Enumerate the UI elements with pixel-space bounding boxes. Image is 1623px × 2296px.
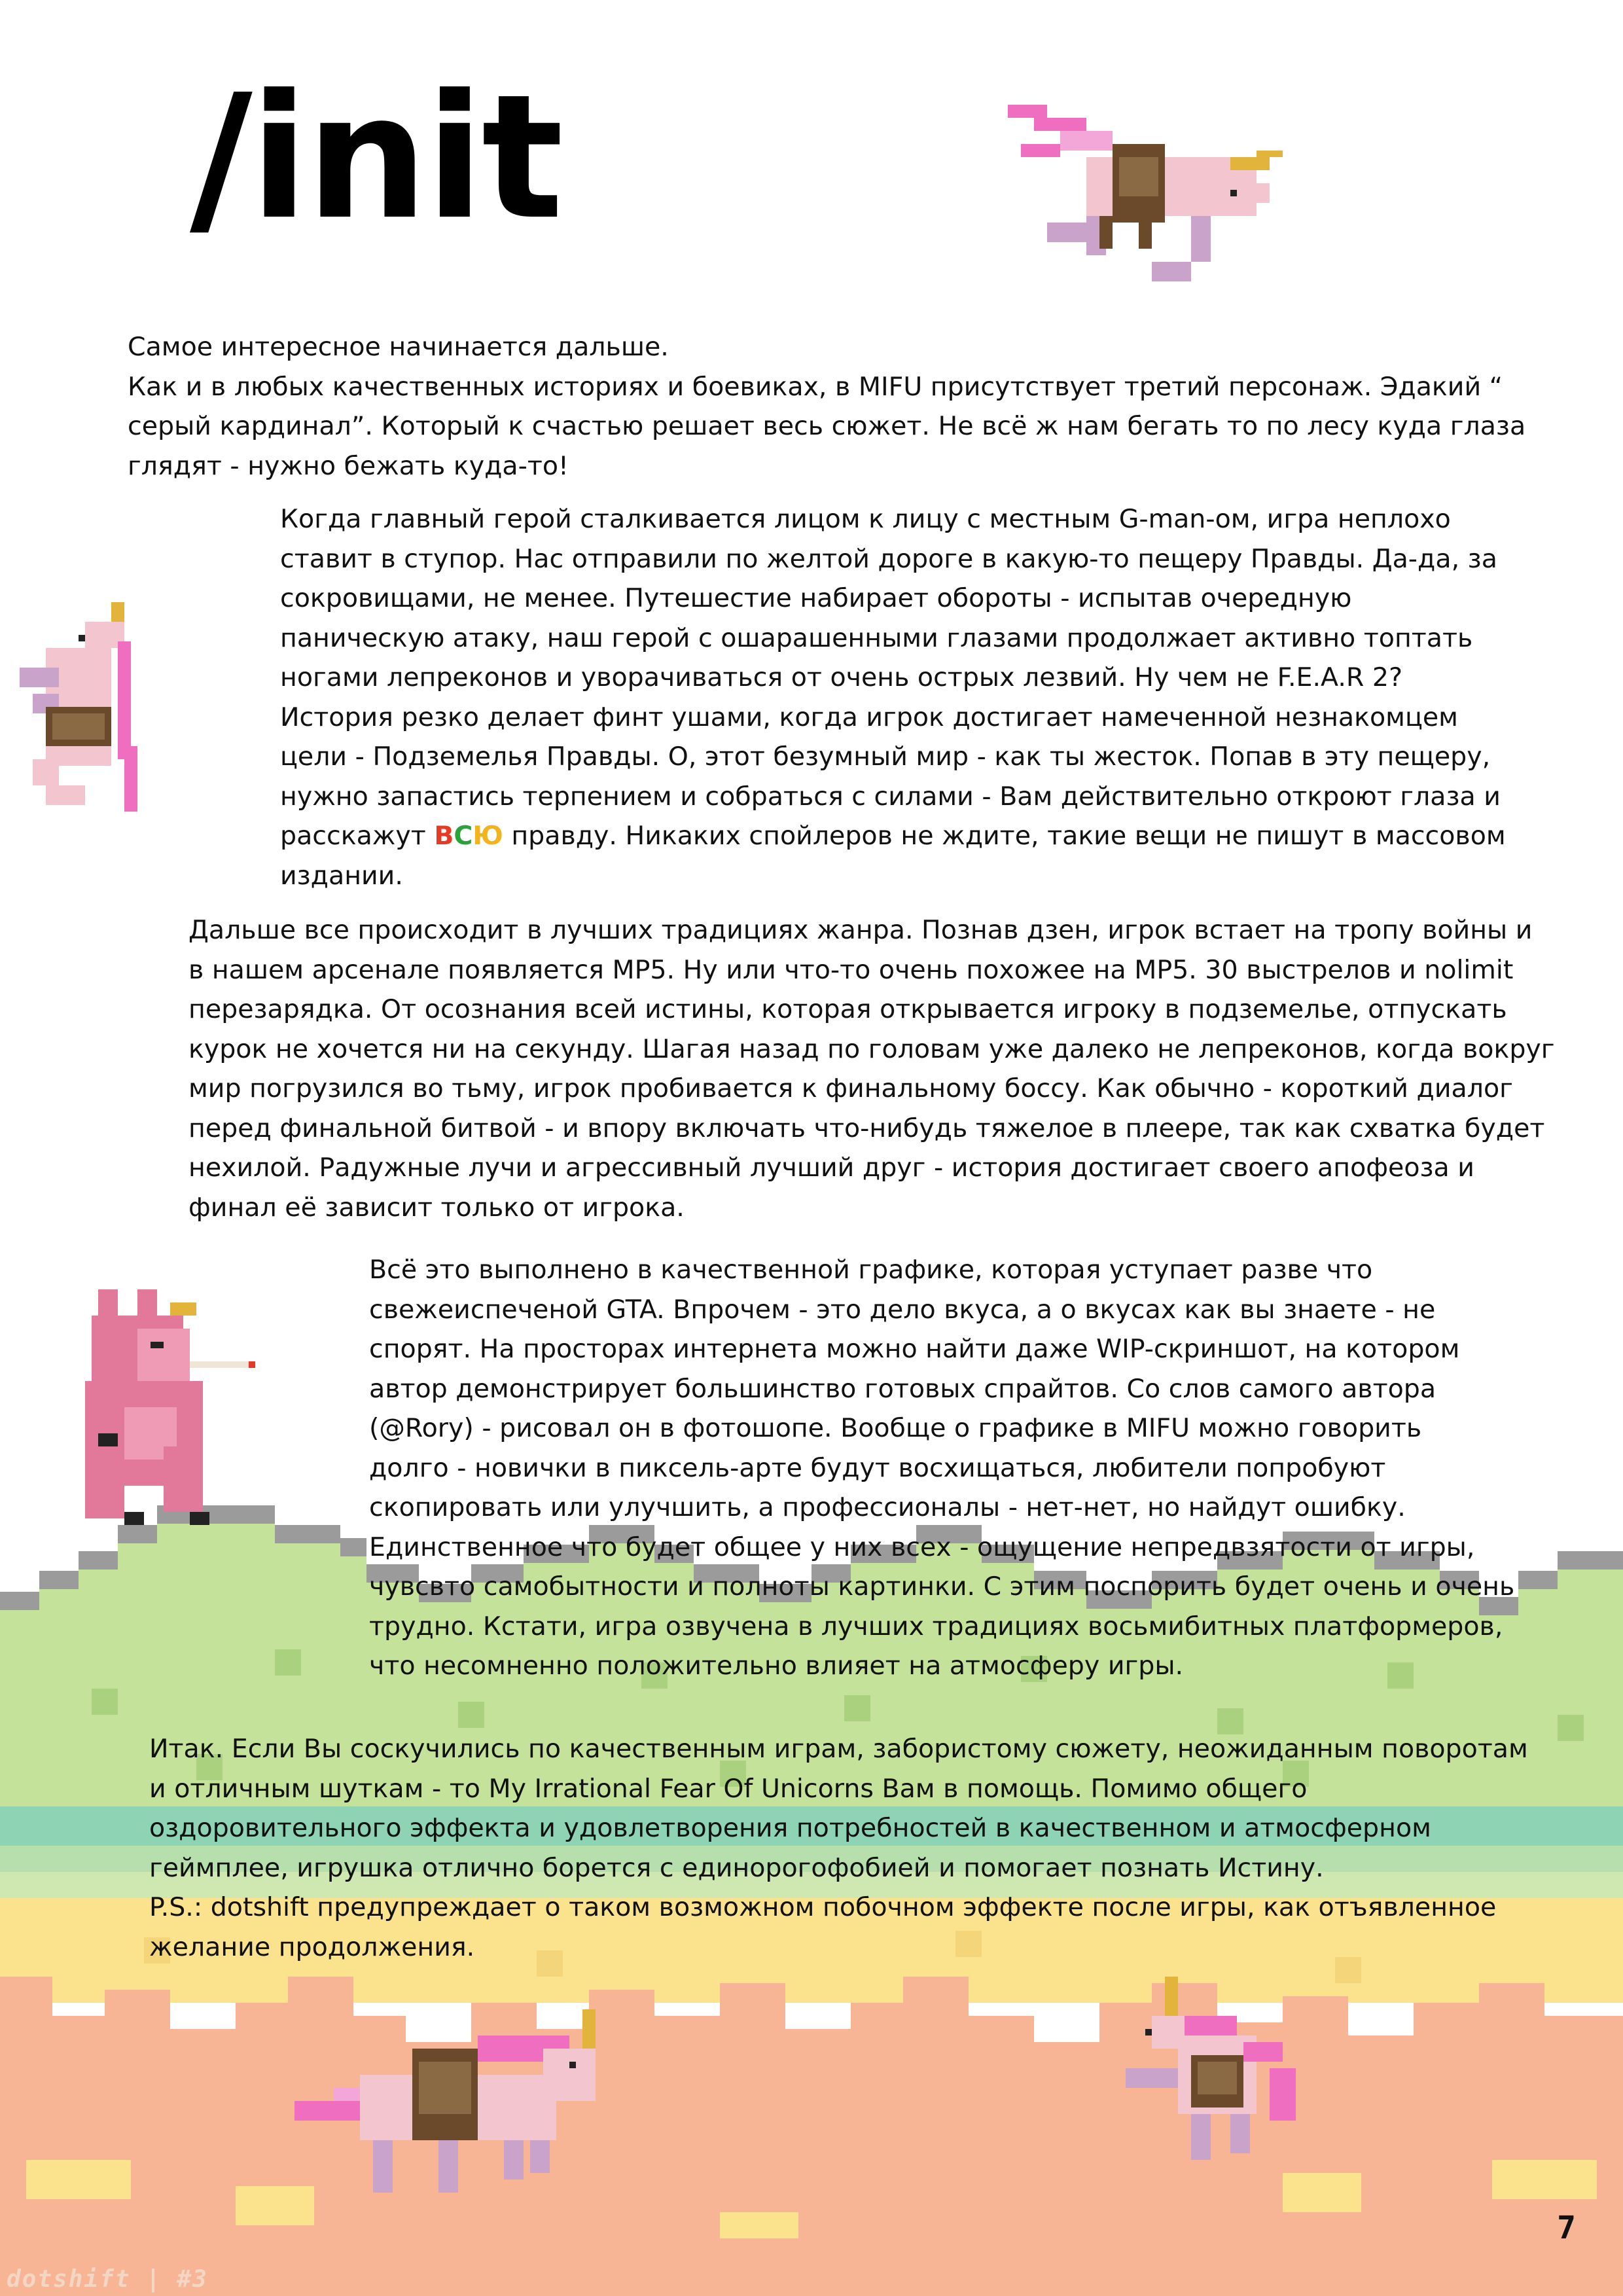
text-line: и отличным шуткам - то My Irrational Fear Of Unicorns Вам в помощь. Помимо общего [149,1773,1308,1804]
rainbow-letter: Ю [473,821,503,851]
text-line: Итак. Если Вы соскучились по качественным играм, забористому сюжету, неожиданным поворотам [149,1734,1528,1764]
combat-paragraph [188,910,1555,1227]
text-line: сокровищами, не менее. Путешестие набирает обороты - испытав очередную [280,583,1352,613]
smoking-unicorn-icon [72,1289,301,1551]
text-line: P.S.: dotshift предупреждает о таком возможном побочном эффекте после игры, как отъявленное [149,1892,1497,1922]
text-line: нехилой. Радужные лучи и агрессивный лучший друг - история достигает своего апофеоза и [188,1153,1474,1183]
text-line: мир погрузился во тьму, игрок пробивается к финальному боссу. Как обычно - короткий диалог [188,1073,1513,1103]
text-line: ногами лепреконов и уворачиваться от очень острых лезвий. Ну чем не F.E.A.R 2? [280,662,1403,692]
text-line: Дальше все происходит в лучших традициях жанра. Познав дзен, игрок встает на тропу войны и [188,915,1533,945]
text-line: (@Rory) - рисовал он в фотошопе. Вообще о графике в MIFU можно говорить [369,1413,1422,1443]
text-line: свежеиспеченой GTA. Впрочем - это дело вкуса, а о вкусах как вы знаете - не [369,1294,1436,1325]
text-line: долго - новички в пиксель-арте будут восхищаться, любители попробуют [369,1452,1386,1483]
text-line: Единственное что будет общее у них всех - ощущение непредвзятости от игры, [369,1532,1475,1562]
page-number: 7 [1557,2210,1576,2246]
text-line: паническую атаку, наш герой с ошарашенными глазами продолжает активно топтать [280,622,1473,653]
text-line: чувсвто самобытности и полноты картинки. С этим поспорить будет очень и очень [369,1571,1515,1602]
text-line: цели - Подземелья Правды. О, этот безумный мир - как ты жесток. Попав в эту пещеру, [280,742,1491,772]
text-line: в нашем арсенале появляется MP5. Ну или что-то очень похожее на MP5. 30 выстрелов и nolimit [188,954,1514,985]
conclusion-paragraph [149,1729,1528,1967]
rainbow-prefix: расскажут [280,821,435,851]
text-line: Как и в любых качественных историях и боевиках, в MIFU присутствует третий персонаж. Эдакий “ [128,371,1503,402]
rainbow-letter: В [434,821,454,851]
rainbow-word [434,821,503,851]
text-line: Когда главный герой сталкивается лицом к лицу с местным G-man-ом, игра неплохо [280,504,1451,534]
text-line: что несомненно положительно влияет на атмосферу игры. [369,1651,1184,1681]
flying-unicorn-top-icon [1008,105,1296,340]
text-line: нужно запастись терпением и собраться с силами - Вам действительно откроют глаза и [280,781,1501,812]
text-line: перезарядка. От осознания всей истины, которая открывается игроку в подземелье, отпускать [188,994,1507,1024]
text-line: оздоровительного эффекта и удовлетворения потребностей в качественном и атмосферном [149,1813,1431,1843]
text-line: геймплее, игрушка отлично борется с единорогофобией и помогает познать Истину. [149,1852,1324,1883]
falling-unicorn-left-icon [20,602,151,838]
intro-paragraph [128,327,1525,486]
magazine-footer: dotshift | #3 [7,2266,208,2293]
text-line: желание продолжения. [149,1931,475,1962]
text-line: серый кардинал”. Который к счастью решает весь сюжет. Не всё ж нам бегать то по лесу куда глаза [128,411,1526,441]
text-line: скопировать или улучшить, а профессионалы - нет-нет, но найдут ошибку. [369,1492,1406,1522]
text-line: Самое интересное начинается дальше. [128,332,669,362]
page-title: /init [190,58,562,257]
text-line-with-rainbow [280,816,1506,856]
rearing-unicorn-bottom-right-icon [1126,1977,1309,2173]
text-line: перед финальной битвой - и впору включать что-нибудь тяжелое в плеере, так как схватка будет [188,1113,1545,1143]
rainbow-letter: С [454,821,473,851]
text-line: ставит в ступор. Нас отправили по желтой дороге в какую-то пещеру Правды. Да-да, за [280,543,1497,574]
text-line: спорят. На просторах интернета можно найти даже WIP-скриншот, на котором [369,1334,1460,1364]
text-line: трудно. Кстати, игра озвучена в лучших традициях восьмибитных платформеров, [369,1611,1503,1641]
text-line: автор демонстрирует большинство готовых спрайтов. Со слов самого автора [369,1373,1436,1404]
text-line: Всё это выполнено в качественной графике, которая уступает разве что [369,1255,1373,1285]
graphics-paragraph [369,1250,1514,1686]
galloping-unicorn-bottom-left-icon [294,2009,648,2206]
story-paragraph [280,499,1506,895]
text-line: финал её зависит только от игрока. [188,1192,685,1223]
text-line: История резко делает финт ушами, когда игрок достигает намеченной незнакомцем [280,702,1458,732]
text-line: курок не хочется ни на секунду. Шагая назад по головам уже далеко не лепреконов, когда вокруг [188,1033,1555,1064]
rainbow-suffix: правду. Никаких спойлеров не ждите, такие вещи не пишут в массовом [503,821,1506,851]
text-line: издании. [280,860,403,891]
text-line: глядят - нужно бежать куда-то! [128,450,569,481]
